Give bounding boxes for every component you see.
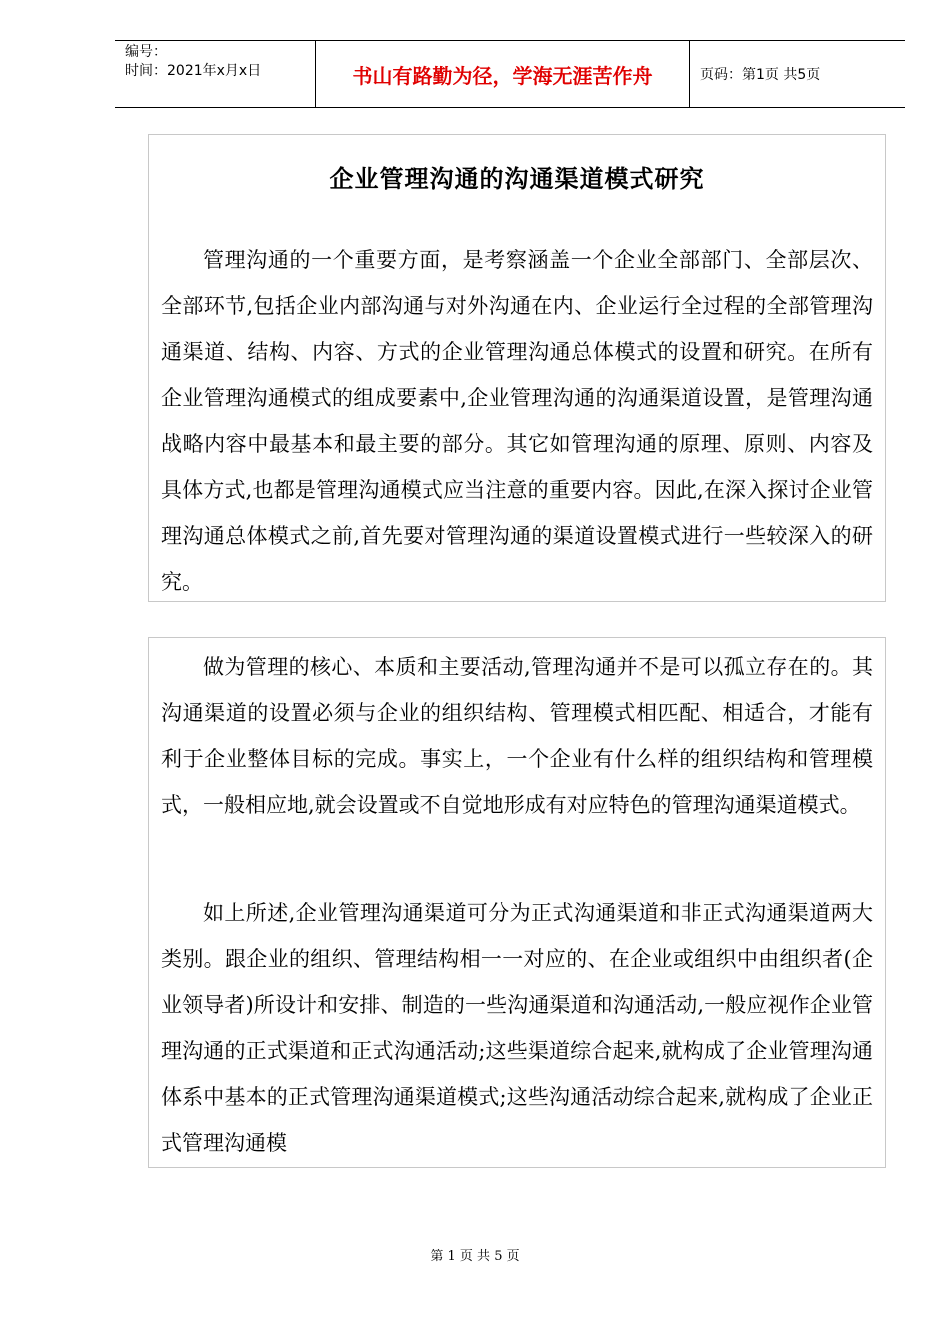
header-table <box>115 40 905 108</box>
motto-text: 书山有路勤为径，学海无涯苦作舟 <box>352 63 653 88</box>
page-info-cell <box>690 41 905 107</box>
paragraph-2: 做为管理的核心、本质和主要活动,管理沟通并不是可以孤立存在的。其沟通渠道的设置必须与企业的组织结构、管理模式相匹配、相适合，才能有利于企业整体目标的完成。事实上，一个企业有什么样的组织结构和管理模式，一般相应地,就会设置或不自觉地形成有对应特色的管理沟通渠道模式。 <box>161 655 873 817</box>
paragraph-1: 管理沟通的一个重要方面，是考察涵盖一个企业全部部门、全部层次、全部环节,包括企业内部沟通与对外沟通在内、企业运行全过程的全部管理沟通渠道、结构、内容、方式的企业管理沟通总体模式的设置和研究。在所有企业管理沟通模式的组成要素中,企业管理沟通的沟通渠道设置，是管理沟通战略内容中最基本和最主要的部分。其它如管理沟通的原理、原则、内容及具体方式,也都是管理沟通模式应当注意的重要内容。因此,在深入探讨企业管理沟通总体模式之前,首先要对管理沟通的渠道设置模式进行一些较深入的研究。 <box>161 248 873 594</box>
motto-cell <box>316 41 690 107</box>
page-info-text: 页码：第1页 共5页 <box>700 67 821 83</box>
page-footer: 第 1 页 共 5 页 <box>430 1249 520 1264</box>
paragraph-3: 如上所述,企业管理沟通渠道可分为正式沟通渠道和非正式沟通渠道两大类别。跟企业的组织、管理结构相一一对应的、在企业或组织中由组织者(企业领导者)所设计和安排、制造的一些沟通渠道和沟通活动,一般应视作企业管理沟通的正式渠道和正式沟通活动;这些渠道综合起来,就构成了企业管理沟通体系中基本的正式管理沟通渠道模式;这些沟通活动综合起来,就构成了企业正式管理沟通模 <box>161 901 873 1155</box>
header-meta-cell <box>115 41 316 107</box>
time-label: 时间：2021年x月x日 <box>125 63 262 79</box>
serial-label: 编号： <box>125 44 167 60</box>
content-box-2 <box>148 637 886 1168</box>
document-title: 企业管理沟通的沟通渠道模式研究 <box>329 164 705 193</box>
content-box-1 <box>148 134 886 602</box>
